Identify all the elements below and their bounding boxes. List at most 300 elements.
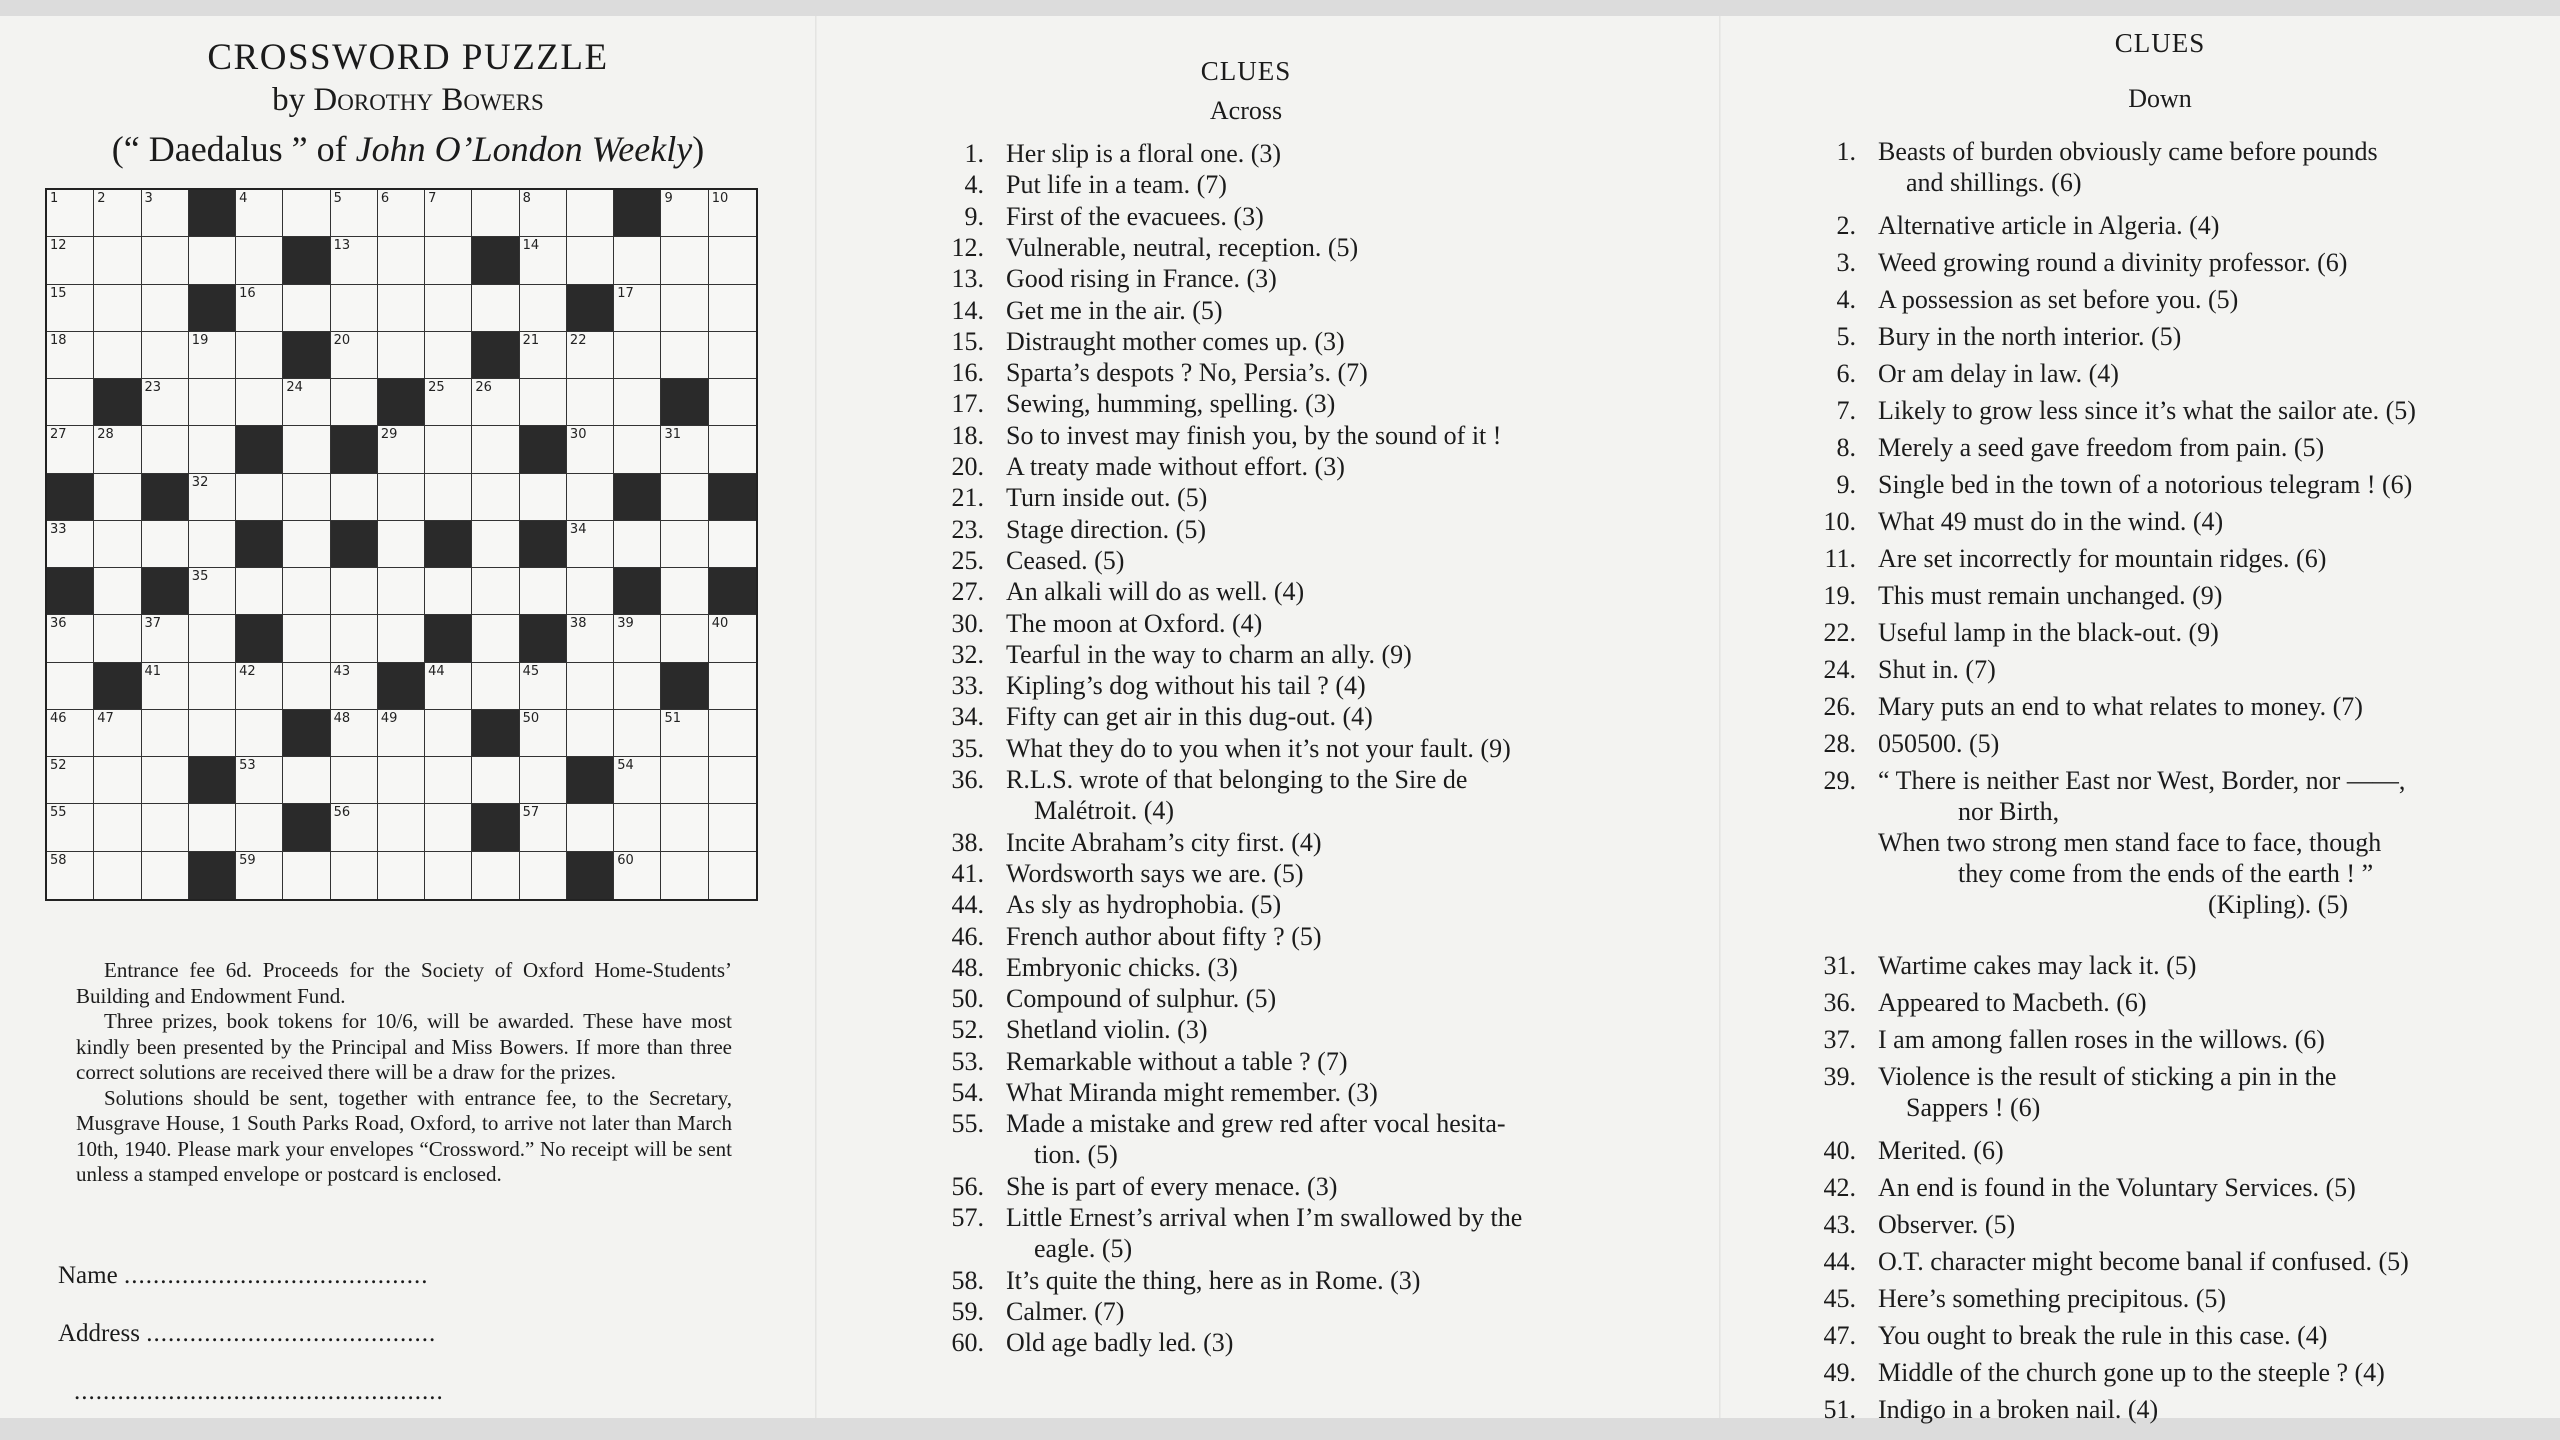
grid-cell[interactable]: [614, 710, 661, 757]
cell-number: 44: [428, 663, 445, 679]
grid-cell[interactable]: [189, 804, 236, 851]
grid-cell[interactable]: [378, 710, 425, 757]
grid-cell[interactable]: [331, 568, 378, 615]
grid-cell[interactable]: [425, 379, 472, 426]
address-line-2[interactable]: [74, 1378, 444, 1406]
clue-text: What Miranda might remember. (3): [1006, 1078, 1378, 1107]
grid-cell[interactable]: [378, 615, 425, 662]
grid-cell[interactable]: [472, 521, 519, 568]
grid-cell[interactable]: [709, 521, 756, 568]
clue-number: 11.: [1824, 544, 1856, 573]
grid-cell[interactable]: [567, 474, 614, 521]
grid-cell[interactable]: [378, 426, 425, 473]
grid-cell[interactable]: [425, 190, 472, 237]
grid-cell[interactable]: [661, 852, 708, 899]
grid-cell[interactable]: [142, 663, 189, 710]
clue-text: I am among fallen roses in the willows. (6): [1878, 1025, 2325, 1054]
grid-cell[interactable]: [94, 804, 141, 851]
grid-block: [189, 852, 236, 899]
down-subheading: Down: [2128, 84, 2192, 113]
cell-number: 28: [97, 427, 114, 443]
grid-cell[interactable]: [425, 568, 472, 615]
grid-cell[interactable]: [472, 190, 519, 237]
grid-block: [236, 426, 283, 473]
grid-cell[interactable]: [614, 379, 661, 426]
grid-cell[interactable]: [283, 852, 330, 899]
clue-number: 46.: [951, 921, 984, 951]
grid-cell[interactable]: [614, 237, 661, 284]
grid-cell[interactable]: [94, 852, 141, 899]
grid-cell[interactable]: [142, 521, 189, 568]
grid-cell[interactable]: [236, 285, 283, 332]
entry-notes: [76, 958, 732, 1188]
cell-number: 21: [522, 332, 540, 348]
grid-cell[interactable]: [331, 332, 378, 379]
grid-cell[interactable]: [142, 615, 189, 662]
grid-cell[interactable]: [661, 521, 708, 568]
grid-cell[interactable]: [567, 521, 614, 568]
grid-cell[interactable]: [425, 710, 472, 757]
grid-cell[interactable]: [236, 332, 283, 379]
clue-number: 19.: [1823, 581, 1856, 610]
grid-cell[interactable]: [283, 379, 330, 426]
grid-cell[interactable]: [331, 237, 378, 284]
clue-number: 25.: [951, 545, 984, 575]
grid-block: [189, 285, 236, 332]
grid-cell[interactable]: [47, 804, 94, 851]
clue-number: 2.: [1836, 211, 1856, 240]
grid-cell[interactable]: [378, 852, 425, 899]
grid-cell[interactable]: [614, 852, 661, 899]
clue-text: Compound of sulphur. (5): [1006, 984, 1277, 1014]
grid-cell[interactable]: [47, 237, 94, 284]
grid-cell[interactable]: [189, 332, 236, 379]
grid-cell[interactable]: [567, 804, 614, 851]
grid-cell[interactable]: [709, 804, 756, 851]
grid-cell[interactable]: [142, 237, 189, 284]
grid-cell[interactable]: [189, 568, 236, 615]
grid-cell[interactable]: [283, 190, 330, 237]
grid-cell[interactable]: [142, 710, 189, 757]
clue-number: 13.: [951, 264, 984, 294]
clue-number: 42.: [1823, 1173, 1856, 1202]
grid-cell[interactable]: [614, 615, 661, 662]
grid-cell[interactable]: [661, 568, 708, 615]
grid-cell[interactable]: [47, 190, 94, 237]
clue-text: What 49 must do in the wind. (4): [1878, 507, 2224, 536]
cell-number: 49: [380, 710, 398, 726]
grid-cell[interactable]: [520, 710, 567, 757]
grid-block: [472, 332, 519, 379]
grid-cell[interactable]: [661, 615, 708, 662]
grid-cell[interactable]: [567, 615, 614, 662]
grid-cell[interactable]: [47, 757, 94, 804]
grid-cell[interactable]: [283, 757, 330, 804]
grid-cell[interactable]: [236, 568, 283, 615]
grid-cell[interactable]: [94, 190, 141, 237]
clue-number: 8.: [1836, 433, 1856, 462]
clue-text: Merited. (6): [1878, 1136, 2004, 1165]
address-dots: ........................................: [146, 1320, 437, 1347]
grid-cell[interactable]: [661, 757, 708, 804]
grid-block: [567, 285, 614, 332]
clue-text: O.T. character might become banal if confused. (5): [1878, 1247, 2409, 1276]
grid-block: [236, 521, 283, 568]
grid-block: [709, 568, 756, 615]
grid-cell[interactable]: [236, 710, 283, 757]
grid-cell[interactable]: [709, 426, 756, 473]
grid-cell[interactable]: [472, 474, 519, 521]
grid-cell[interactable]: [567, 663, 614, 710]
clue-number: 57.: [951, 1203, 984, 1233]
clue-text: Ceased. (5): [1006, 545, 1125, 575]
grid-cell[interactable]: [331, 285, 378, 332]
grid-cell[interactable]: [47, 615, 94, 662]
grid-cell[interactable]: [425, 663, 472, 710]
cell-number: 60: [617, 852, 634, 868]
grid-cell[interactable]: [709, 237, 756, 284]
grid-cell[interactable]: [425, 332, 472, 379]
clue-number: 26.: [1823, 692, 1856, 721]
clue-text: Here’s something precipitous. (5): [1878, 1284, 2227, 1313]
address-line[interactable]: [58, 1320, 436, 1348]
clue-number: 14.: [951, 295, 984, 325]
grid-cell[interactable]: [567, 332, 614, 379]
clue-number: 35.: [951, 733, 984, 763]
grid-cell[interactable]: [425, 757, 472, 804]
grid-cell[interactable]: [472, 615, 519, 662]
clue-number: 49.: [1823, 1358, 1856, 1387]
grid-cell[interactable]: [520, 757, 567, 804]
cell-number: 36: [50, 616, 67, 632]
clue-text: Put life in a team. (7): [1006, 170, 1227, 200]
grid-cell[interactable]: [567, 379, 614, 426]
cell-number: 50: [522, 710, 540, 726]
clue-number: 59.: [951, 1297, 984, 1327]
grid-cell[interactable]: [142, 852, 189, 899]
grid-cell[interactable]: [520, 804, 567, 851]
grid-cell[interactable]: [709, 615, 756, 662]
grid-cell[interactable]: [331, 804, 378, 851]
grid-cell[interactable]: [236, 757, 283, 804]
grid-cell[interactable]: [378, 757, 425, 804]
alias-line: [0, 128, 816, 170]
grid-cell[interactable]: [94, 521, 141, 568]
grid-cell[interactable]: [472, 426, 519, 473]
crossword-grid[interactable]: [45, 188, 758, 901]
grid-cell[interactable]: [709, 757, 756, 804]
clue-text: Middle of the church gone up to the steeple ? (4): [1878, 1358, 2385, 1387]
grid-cell[interactable]: [47, 379, 94, 426]
grid-cell[interactable]: [567, 710, 614, 757]
grid-cell[interactable]: [142, 804, 189, 851]
grid-cell[interactable]: [661, 237, 708, 284]
grid-block: [94, 379, 141, 426]
grid-cell[interactable]: [47, 285, 94, 332]
note-submission: Solutions should be sent, together with entrance fee, to the Secretary, Musgrave House, 1 South Parks Road, Oxford, to arrive not later than March 10th, 1940. Please mark your envelopes “Crossword.” No receipt will be sent unless a stamped envelope or postcard is enclosed.: [76, 1085, 732, 1186]
grid-cell[interactable]: [520, 237, 567, 284]
clue-text: Incite Abraham’s city first. (4): [1006, 827, 1322, 857]
clue-text: Old age badly led. (3): [1006, 1328, 1234, 1358]
grid-cell[interactable]: [567, 190, 614, 237]
grid-cell[interactable]: [142, 426, 189, 473]
grid-cell[interactable]: [189, 521, 236, 568]
grid-cell[interactable]: [472, 568, 519, 615]
grid-cell[interactable]: [661, 426, 708, 473]
grid-cell[interactable]: [567, 426, 614, 473]
clue-number: 39.: [1823, 1062, 1856, 1091]
grid-cell[interactable]: [378, 285, 425, 332]
grid-cell[interactable]: [520, 285, 567, 332]
byline-prefix: by: [272, 82, 306, 118]
grid-cell[interactable]: [378, 521, 425, 568]
grid-cell[interactable]: [425, 426, 472, 473]
grid-cell[interactable]: [142, 379, 189, 426]
grid-cell[interactable]: [283, 285, 330, 332]
grid-cell[interactable]: [142, 332, 189, 379]
down-panel: [1720, 16, 2560, 1424]
clue-text: Alternative article in Algeria. (4): [1878, 211, 2220, 240]
grid-cell[interactable]: [94, 615, 141, 662]
cell-number: 48: [333, 710, 351, 726]
cell-number: 57: [522, 805, 540, 821]
grid-cell[interactable]: [614, 426, 661, 473]
grid-cell[interactable]: [189, 237, 236, 284]
cell-number: 56: [333, 805, 351, 821]
grid-cell[interactable]: [614, 521, 661, 568]
grid-cell[interactable]: [378, 237, 425, 284]
grid-cell[interactable]: [236, 474, 283, 521]
cell-number: 16: [239, 285, 256, 301]
clue-text: Turn inside out. (5): [1006, 483, 1208, 513]
grid-block: [189, 190, 236, 237]
grid-cell[interactable]: [472, 757, 519, 804]
grid-cell[interactable]: [520, 190, 567, 237]
grid-cell[interactable]: [331, 852, 378, 899]
grid-cell[interactable]: [331, 615, 378, 662]
grid-block: [661, 379, 708, 426]
clue-number: 24.: [1823, 655, 1856, 684]
grid-cell[interactable]: [709, 710, 756, 757]
cell-number: 42: [239, 663, 256, 679]
clue-text: Get me in the air. (5): [1006, 295, 1223, 325]
across-heading: CLUES: [1200, 56, 1292, 86]
grid-cell[interactable]: [47, 521, 94, 568]
grid-cell[interactable]: [425, 804, 472, 851]
grid-cell[interactable]: [189, 474, 236, 521]
grid-cell[interactable]: [331, 379, 378, 426]
grid-cell[interactable]: [661, 710, 708, 757]
cell-number: 34: [569, 521, 587, 537]
grid-cell[interactable]: [661, 285, 708, 332]
grid-cell[interactable]: [94, 285, 141, 332]
grid-cell[interactable]: [614, 804, 661, 851]
cell-number: 2: [97, 191, 106, 206]
grid-cell[interactable]: [472, 285, 519, 332]
clue-number: 3.: [1836, 248, 1856, 277]
grid-cell[interactable]: [709, 332, 756, 379]
clue-number: 41.: [951, 858, 984, 888]
clue-text: Fifty can get air in this dug-out. (4): [1006, 702, 1373, 732]
grid-cell[interactable]: [567, 237, 614, 284]
grid-cell[interactable]: [47, 663, 94, 710]
cell-number: 8: [522, 191, 531, 206]
grid-cell[interactable]: [661, 190, 708, 237]
grid-cell[interactable]: [283, 663, 330, 710]
grid-cell[interactable]: [283, 615, 330, 662]
grid-cell[interactable]: [661, 474, 708, 521]
grid-block: [331, 426, 378, 473]
clue-text: Shetland violin. (3): [1006, 1015, 1208, 1045]
grid-cell[interactable]: [236, 379, 283, 426]
clue-number: 48.: [951, 952, 984, 982]
grid-cell[interactable]: [47, 426, 94, 473]
cell-number: 40: [711, 616, 729, 632]
clue-number: 20.: [951, 452, 984, 481]
grid-cell[interactable]: [472, 663, 519, 710]
grid-cell[interactable]: [189, 663, 236, 710]
grid-cell[interactable]: [520, 474, 567, 521]
cell-number: 23: [144, 380, 162, 396]
clue-number: 54.: [951, 1078, 984, 1107]
grid-cell[interactable]: [709, 663, 756, 710]
grid-cell[interactable]: [94, 757, 141, 804]
grid-cell[interactable]: [614, 757, 661, 804]
clue-text: An end is found in the Voluntary Services. (5): [1878, 1173, 2356, 1202]
grid-cell[interactable]: [614, 332, 661, 379]
grid-cell[interactable]: [425, 852, 472, 899]
grid-cell[interactable]: [472, 379, 519, 426]
cell-number: 59: [239, 852, 256, 868]
grid-block: [661, 663, 708, 710]
grid-cell[interactable]: [189, 615, 236, 662]
grid-cell[interactable]: [709, 852, 756, 899]
cell-number: 15: [50, 285, 67, 301]
grid-cell[interactable]: [47, 710, 94, 757]
grid-cell[interactable]: [378, 568, 425, 615]
grid-block: [520, 426, 567, 473]
grid-cell[interactable]: [520, 332, 567, 379]
cell-number: 33: [50, 521, 67, 537]
grid-cell[interactable]: [47, 332, 94, 379]
cell-number: 52: [50, 758, 67, 774]
cell-number: 30: [569, 427, 587, 443]
grid-cell[interactable]: [614, 285, 661, 332]
grid-block: [47, 474, 94, 521]
grid-cell[interactable]: [94, 426, 141, 473]
grid-cell[interactable]: [189, 379, 236, 426]
cell-number: 26: [475, 380, 492, 396]
grid-cell[interactable]: [142, 190, 189, 237]
grid-cell[interactable]: [236, 852, 283, 899]
clue-number: 15.: [951, 326, 984, 356]
grid-cell[interactable]: [236, 190, 283, 237]
grid-cell[interactable]: [189, 710, 236, 757]
grid-cell[interactable]: [236, 663, 283, 710]
grid-cell[interactable]: [331, 190, 378, 237]
clue-text: Beasts of burden obviously came before pounds and shillings. (6): [1878, 137, 2378, 197]
grid-cell[interactable]: [520, 379, 567, 426]
grid-cell[interactable]: [378, 190, 425, 237]
grid-cell[interactable]: [236, 237, 283, 284]
clue-text: The moon at Oxford. (4): [1006, 608, 1263, 638]
across-subheading: Across: [1209, 96, 1283, 125]
grid-cell[interactable]: [331, 663, 378, 710]
cell-number: 47: [97, 710, 114, 726]
grid-cell[interactable]: [283, 426, 330, 473]
grid-cell[interactable]: [709, 285, 756, 332]
grid-cell[interactable]: [283, 568, 330, 615]
clue-text: Remarkable without a table ? (7): [1006, 1046, 1348, 1076]
grid-cell[interactable]: [142, 757, 189, 804]
grid-cell[interactable]: [189, 426, 236, 473]
grid-block: [567, 757, 614, 804]
grid-cell[interactable]: [283, 474, 330, 521]
grid-cell[interactable]: [425, 237, 472, 284]
clue-number: 51.: [1823, 1395, 1856, 1424]
grid-cell[interactable]: [661, 804, 708, 851]
grid-block: [472, 237, 519, 284]
author-name: Dorothy Bowers: [313, 82, 544, 118]
cell-number: 22: [569, 332, 587, 348]
clue-text: As sly as hydrophobia. (5): [1006, 890, 1282, 920]
grid-block: [331, 521, 378, 568]
grid-cell[interactable]: [378, 332, 425, 379]
grid-cell[interactable]: [661, 332, 708, 379]
grid-cell[interactable]: [425, 474, 472, 521]
publication-name: John O’London Weekly: [355, 129, 693, 169]
grid-cell[interactable]: [94, 332, 141, 379]
clue-number: 43.: [1823, 1210, 1856, 1239]
grid-cell[interactable]: [47, 852, 94, 899]
cell-number: 54: [617, 758, 634, 774]
grid-cell[interactable]: [94, 237, 141, 284]
grid-cell[interactable]: [520, 568, 567, 615]
byline: [0, 82, 816, 119]
name-line[interactable]: [58, 1262, 428, 1290]
clue-number: 44.: [951, 890, 984, 920]
grid-cell[interactable]: [331, 757, 378, 804]
grid-cell[interactable]: [142, 285, 189, 332]
grid-cell[interactable]: [283, 521, 330, 568]
grid-cell[interactable]: [331, 710, 378, 757]
grid-cell[interactable]: [331, 474, 378, 521]
grid-cell[interactable]: [709, 190, 756, 237]
grid-cell[interactable]: [425, 285, 472, 332]
grid-block: [94, 663, 141, 710]
grid-cell[interactable]: [378, 474, 425, 521]
grid-cell[interactable]: [236, 804, 283, 851]
grid-block: [283, 710, 330, 757]
grid-block: [142, 568, 189, 615]
grid-cell[interactable]: [378, 804, 425, 851]
clue-text: Mary puts an end to what relates to money. (7): [1878, 692, 2363, 721]
grid-block: [614, 190, 661, 237]
grid-cell[interactable]: [472, 852, 519, 899]
grid-cell[interactable]: [94, 568, 141, 615]
grid-cell[interactable]: [567, 568, 614, 615]
grid-cell[interactable]: [94, 474, 141, 521]
grid-cell[interactable]: [520, 663, 567, 710]
clue-text: Sparta’s despots ? No, Persia’s. (7): [1006, 358, 1368, 388]
grid-cell[interactable]: [520, 852, 567, 899]
clue-number: 56.: [951, 1171, 984, 1201]
grid-block: [283, 332, 330, 379]
grid-cell[interactable]: [709, 379, 756, 426]
grid-cell[interactable]: [94, 710, 141, 757]
grid-cell[interactable]: [614, 663, 661, 710]
clue-text: Bury in the north interior. (5): [1878, 322, 2182, 351]
